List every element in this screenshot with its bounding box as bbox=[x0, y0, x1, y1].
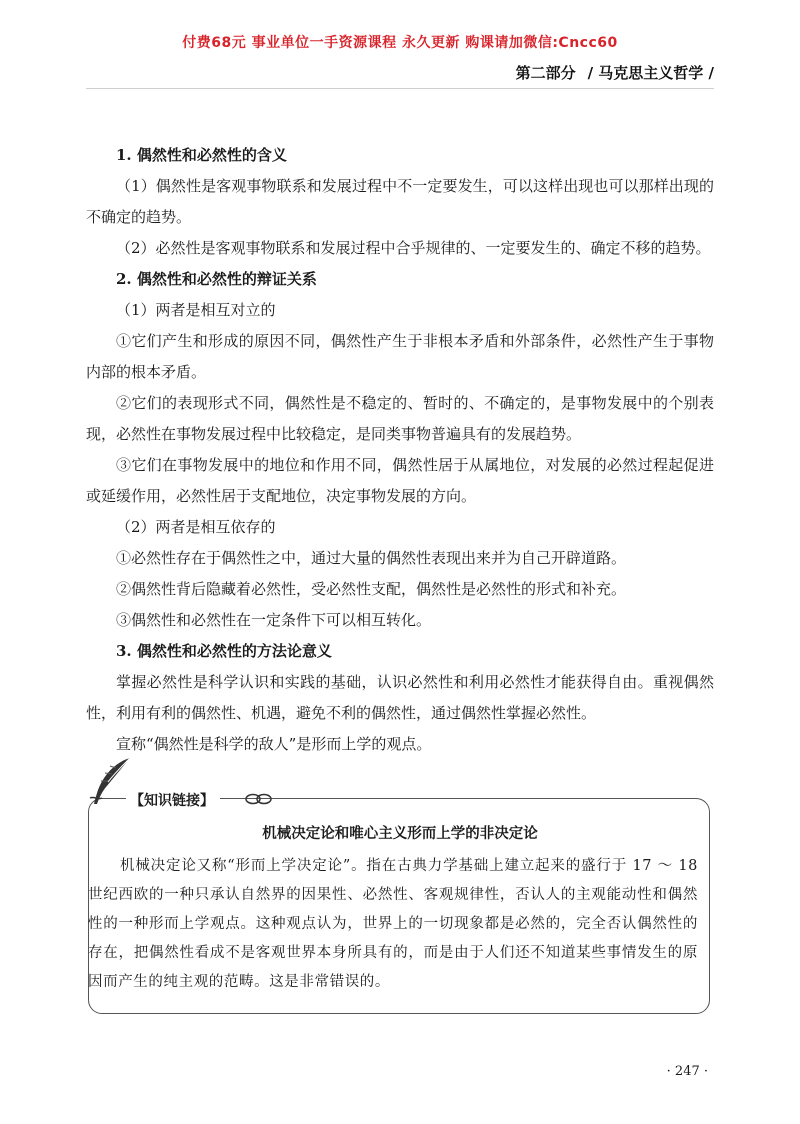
header-divider bbox=[86, 88, 714, 89]
chain-link-icon bbox=[244, 792, 274, 806]
heading-meaning: 1. 偶然性和必然性的含义 bbox=[116, 146, 287, 164]
paragraph: （1）两者是相互对立的 bbox=[116, 301, 276, 319]
paragraph: （2）两者是相互依存的 bbox=[116, 518, 276, 536]
paragraph: ②偶然性背后隐藏着必然性，受必然性支配，偶然性是必然性的形式和补充。 bbox=[116, 580, 627, 598]
knowledge-link-body bbox=[88, 852, 698, 997]
paragraph: ③它们在事物发展中的地位和作用不同，偶然性居于从属地位，对发展的必然过程起促进或延缓作用，必然性居于支配地位，决定事物发展的方向。 bbox=[86, 456, 714, 505]
paragraph: （2）必然性是客观事物联系和发展过程中合乎规律的、一定要发生的、确定不移的趋势。 bbox=[116, 239, 711, 257]
knowledge-link-label: 【知识链接】 bbox=[126, 790, 220, 810]
knowledge-link-box bbox=[86, 756, 714, 1018]
header-section: 第二部分 bbox=[515, 64, 576, 82]
knowledge-link-heading: 机械决定论和唯心主义形而上学的非决定论 bbox=[262, 825, 538, 842]
heading-dialectics: 2. 偶然性和必然性的辩证关系 bbox=[116, 270, 317, 288]
heading-methodology: 3. 偶然性和必然性的方法论意义 bbox=[116, 642, 332, 660]
knowledge-link-paragraph: 机械决定论又称“形而上学决定论”。指在古典力学基础上建立起来的盛行于 17 ～ 18 世纪西欧的一种只承认自然界的因果性、必然性、客观规律性，否认人的主观能动性和偶然性的一种形而上学观点。这种观点认为，世界上的一切现象都是必然的，完全否认偶然性的存在，把偶然性看成不是客观世界本身所具有的，而是由于人们还不知道某些事情发生的原因而产生的纯主观的范畴。这是非常错误的。 bbox=[88, 858, 698, 990]
paragraph: 宣称“偶然性是科学的敌人”是形而上学的观点。 bbox=[116, 735, 432, 753]
promo-banner: 付费68元 事业单位一手资源课程 永久更新 购课请加微信:Cncc60 bbox=[182, 35, 618, 51]
paragraph: ①必然性存在于偶然性之中，通过大量的偶然性表现出来并为自己开辟道路。 bbox=[116, 549, 627, 567]
paragraph: 掌握必然性是科学认识和实践的基础，认识必然性和利用必然性才能获得自由。重视偶然性，利用有利的偶然性、机遇，避免不利的偶然性，通过偶然性掌握必然性。 bbox=[86, 673, 714, 722]
running-header bbox=[516, 62, 714, 83]
paragraph: （1）偶然性是客观事物联系和发展过程中不一定要发生，可以这样出现也可以那样出现的不确定的趋势。 bbox=[86, 177, 714, 226]
header-topic: / 马克思主义哲学 / bbox=[587, 64, 714, 82]
paragraph: ①它们产生和形成的原因不同，偶然性产生于非根本矛盾和外部条件，必然性产生于事物内部的根本矛盾。 bbox=[86, 332, 714, 381]
paragraph: ②它们的表现形式不同，偶然性是不稳定的、暂时的、不确定的，是事物发展中的个别表现，必然性在事物发展过程中比较稳定，是同类事物普遍具有的发展趋势。 bbox=[86, 394, 714, 443]
paragraph: ③偶然性和必然性在一定条件下可以相互转化。 bbox=[116, 611, 432, 629]
main-content bbox=[86, 140, 714, 760]
page-number: · 247 · bbox=[666, 1064, 708, 1079]
